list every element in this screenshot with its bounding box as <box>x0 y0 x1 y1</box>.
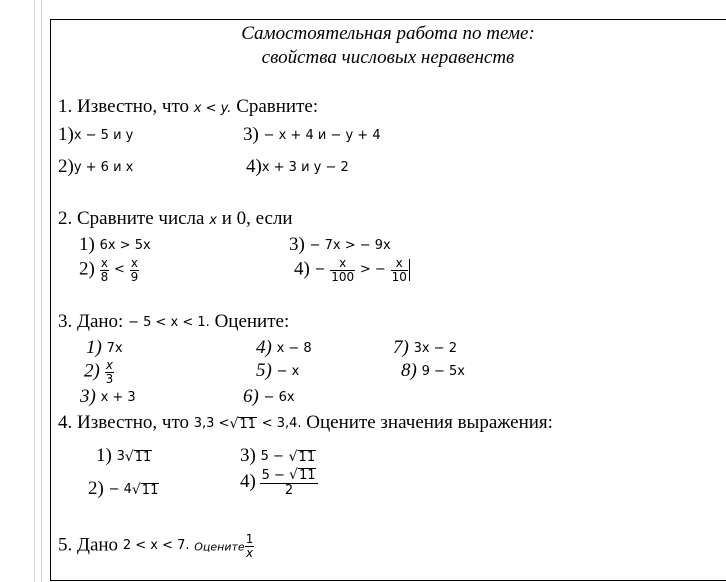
task2-item-3: 3) − 7x > − 9x <box>289 234 391 255</box>
task3-item-4: 4) x − 8 <box>256 337 312 358</box>
task1-heading: 1. Известно, что x < y. Сравните: <box>58 96 319 117</box>
task3-heading: 3. Дано: − 5 < x < 1. Оцените: <box>58 311 290 332</box>
task3-item-1: 1) 7x <box>86 337 123 358</box>
task5-heading: 5. Дано 2 < x < 7. Оцените $\frac{1}{x}$ <box>58 532 254 560</box>
task4-item-4: 4) 5 − √ 11 2 <box>240 468 317 497</box>
task2-item-4: 4) − $\frac{x}{100}$ > − $\frac{x}{10}$ <box>294 257 410 283</box>
fraction: $\frac{x}{9}$ <box>130 256 139 284</box>
task4-item-1: 1) 3 √ 11 <box>96 445 152 466</box>
task1-item-4: 4)x + 3 и y − 2 <box>246 156 349 177</box>
square-root: √ 11 <box>131 482 159 498</box>
fraction: $\frac{x}{100}$ <box>331 256 355 284</box>
task3-item-6: 6) − 6x <box>243 386 295 407</box>
task1-item-1: 1)x − 5 и y <box>58 124 134 145</box>
task2-item-1: 1) 6x > 5x <box>79 234 151 255</box>
square-root: √ 11 <box>229 416 256 432</box>
task3-item-8: 8) 9 − 5x <box>401 360 465 381</box>
fraction: $\frac{x}{10}$ <box>391 256 407 284</box>
task3-item-2: 2) $\frac{x}{3}$ <box>84 358 114 386</box>
square-root: √ 11 <box>289 467 316 484</box>
title-line-2: свойства числовых неравенств <box>261 47 515 68</box>
task1-item-2: 2)y + 6 и x <box>58 156 134 177</box>
fraction: $\frac{1}{x}$ <box>245 532 254 560</box>
task2-heading: 2. Сравните числа x и 0, если <box>58 208 293 229</box>
text-cursor <box>409 259 410 281</box>
task4-item-2: 2) − 4 √ 11 <box>88 478 159 499</box>
fraction: $\frac{x}{3}$ <box>105 358 114 386</box>
task3-item-3: 3) x + 3 <box>80 386 136 407</box>
fraction: $\frac{x}{8}$ <box>100 256 109 284</box>
title-line-1: Самостоятельная работа по теме: <box>241 23 535 44</box>
task3-item-5: 5) − x <box>256 360 300 381</box>
fraction: 5 − √ 11 2 <box>261 468 318 497</box>
square-root: √ 11 <box>124 449 152 465</box>
task3-item-7: 7) 3x − 2 <box>393 337 457 358</box>
task2-item-2: 2) $\frac{x}{8}$ < $\frac{x}{9}$ <box>79 256 139 284</box>
task4-heading: 4. Известно, что 3,3 < √ 11 < 3,4. Оцените значения выражения: <box>58 412 553 433</box>
task1-item-3: 3) − x + 4 и − y + 4 <box>243 124 381 145</box>
square-root: √ 11 <box>288 449 316 465</box>
task4-item-3: 3) 5 − √ 11 <box>240 445 316 466</box>
